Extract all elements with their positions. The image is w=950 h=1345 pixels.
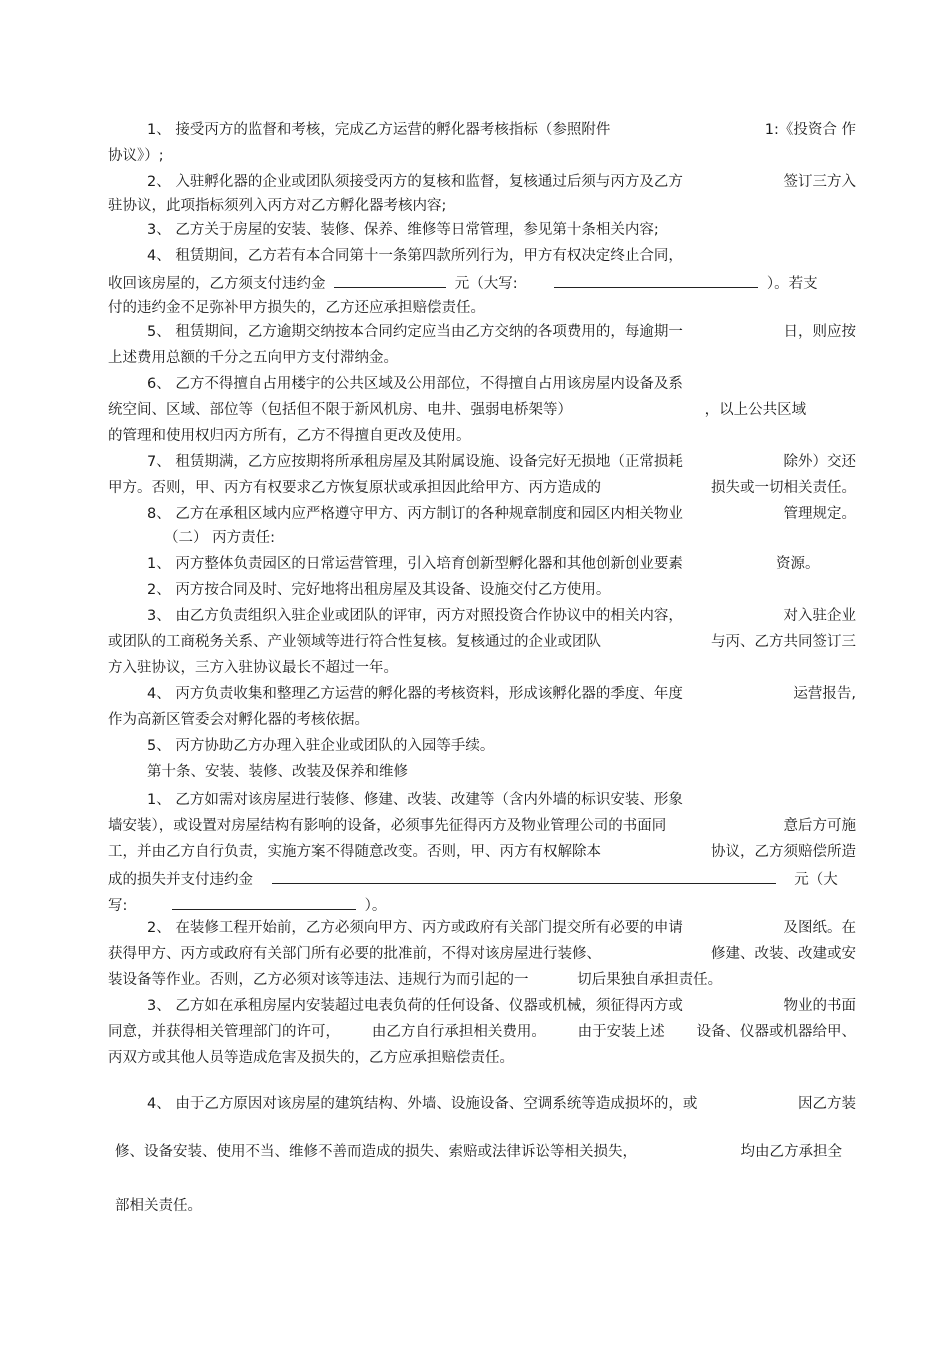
- section-heading: [147, 762, 856, 782]
- text-segment: 元（大: [794, 872, 838, 888]
- text-line: [147, 374, 856, 394]
- text-line: [147, 554, 820, 574]
- text-line: [147, 246, 856, 266]
- text-segment: 因乙方装: [798, 1096, 856, 1112]
- amount-in-words-blank: [554, 272, 758, 288]
- text-segment: 或团队的工商税务关系、产业领域等进行符合性复核。复核通过的企业或团队: [108, 634, 601, 650]
- text-line: [115, 1142, 842, 1162]
- text-line: [147, 736, 856, 756]
- text-line: [108, 348, 856, 368]
- penalty-amount-blank: [272, 868, 776, 884]
- text-line: [108, 816, 856, 836]
- text-segment: 5、 租赁期间，乙方逾期交纳按本合同约定应当由乙方交纳的各项费用的，每逾期一: [147, 324, 683, 340]
- text-line: [108, 632, 856, 652]
- text-segment: 工，并由乙方自行负责，实施方案不得随意改变。否则，甲、丙方有权解除本: [108, 844, 601, 860]
- text-line: [147, 790, 856, 810]
- text-line: [108, 146, 856, 166]
- text-segment: 驻协议，此项指标须列入丙方对乙方孵化器考核内容;: [108, 198, 447, 214]
- text-segment: 2、 在装修工程开始前，乙方必须向甲方、丙方或政府有关部门提交所有必要的申请: [147, 920, 683, 936]
- text-segment: 管理规定。: [783, 506, 856, 522]
- text-line: [147, 120, 856, 140]
- text-segment: 部相关责任。: [115, 1198, 202, 1214]
- text-segment: 获得甲方、丙方或政府有关部门所有必要的批准前，不得对该房屋进行装修、: [108, 946, 601, 962]
- text-segment: 同意，并获得相关管理部门的许可，: [108, 1024, 340, 1040]
- text-segment: 运营报告,: [793, 686, 856, 702]
- text-line: [108, 868, 856, 888]
- text-segment: 切后果独自承担责任。: [577, 972, 723, 988]
- text-line: [108, 970, 856, 990]
- text-line: [108, 658, 856, 678]
- text-line: [147, 1094, 856, 1114]
- text-line: [147, 996, 856, 1016]
- text-segment: 1、 接受丙方的监督和考核，完成乙方运营的孵化器考核指标（参照附件: [147, 122, 611, 138]
- amount-blank: [334, 272, 446, 288]
- text-segment: 及图纸。在: [783, 920, 856, 936]
- text-segment: 由乙方自行承担相关费用。: [371, 1024, 546, 1040]
- text-segment: 付的违约金不足弥补甲方损失的，乙方还应承担赔偿责任。: [108, 300, 485, 316]
- text-segment: 4、 丙方负责收集和整理乙方运营的孵化器的考核资料，形成该孵化器的季度、年度: [147, 686, 683, 702]
- text-segment: 6、 乙方不得擅自占用楼宇的公共区域及公用部位，不得擅自占用该房屋内设备及系: [147, 376, 683, 392]
- text-line: [108, 196, 856, 216]
- text-line: [147, 452, 856, 472]
- text-segment: 资源。: [776, 556, 820, 572]
- text-line: [108, 298, 856, 318]
- text-segment: 3、 乙方如在承租房屋内安装超过电表负荷的任何设备、仪器或机械，须征得丙方或: [147, 998, 683, 1014]
- text-segment: ，以上公共区域: [704, 402, 807, 418]
- text-segment: 协议》）;: [108, 148, 164, 164]
- text-segment: 1、 丙方整体负责园区的日常运营管理，引入培育创新型孵化器和其他创新创业要素: [147, 556, 683, 572]
- text-segment: 收回该房屋的，乙方须支付违约金: [108, 276, 326, 292]
- text-segment: 成的损失并支付违约金: [108, 872, 253, 888]
- text-line: [147, 606, 856, 626]
- text-line: [147, 504, 856, 524]
- text-segment: 协议，乙方须赔偿所造: [711, 844, 856, 860]
- text-line: [108, 894, 856, 914]
- text-segment: 设备、仪器或机器给甲、: [696, 1024, 856, 1040]
- text-line: [108, 400, 856, 420]
- text-line: [108, 1048, 856, 1068]
- text-segment: 甲方。否则，甲、丙方有权要求乙方恢复原状或承担因此给甲方、丙方造成的: [108, 480, 601, 496]
- text-segment: 3、 由乙方负责组织入驻企业或团队的评审，丙方对照投资合作协议中的相关内容，: [147, 608, 683, 624]
- text-segment: 装设备等作业。否则，乙方必须对该等违法、违规行为而引起的一: [108, 972, 529, 988]
- text-segment: ）。若支: [766, 276, 818, 292]
- text-segment: 1:《投资合 作: [764, 122, 856, 138]
- text-segment: 2、 丙方按合同及时、完好地将出租房屋及其设备、设施交付乙方使用。: [147, 582, 611, 598]
- text-line: [108, 944, 856, 964]
- text-segment: 的管理和使用权归丙方所有，乙方不得擅自更改及使用。: [108, 428, 471, 444]
- text-segment: 除外）交还: [783, 454, 856, 470]
- text-segment: 7、 租赁期满，乙方应按期将所承租房屋及其附属设施、设备完好无损地（正常损耗: [147, 454, 683, 470]
- text-line: [108, 478, 856, 498]
- text-segment: 损失或一切相关责任。: [711, 480, 856, 496]
- text-segment: 日，则应按: [783, 324, 856, 340]
- text-segment: 5、 丙方协助乙方办理入驻企业或团队的入园等手续。: [147, 738, 495, 754]
- text-line: [108, 1022, 856, 1042]
- text-line: [147, 322, 856, 342]
- text-segment: 由于安装上述: [577, 1024, 665, 1040]
- text-line: [108, 426, 856, 446]
- text-segment: 2、 入驻孵化器的企业或团队须接受丙方的复核和监督，复核通过后须与丙方及乙方: [147, 174, 683, 190]
- text-line: [108, 842, 856, 862]
- text-line: [115, 1196, 863, 1216]
- text-line: [108, 272, 856, 292]
- text-segment: 物业的书面: [783, 998, 856, 1014]
- text-line: [147, 172, 856, 192]
- text-line: [147, 580, 856, 600]
- text-segment: 丙双方或其他人员等造成危害及损失的，乙方应承担赔偿责任。: [108, 1050, 514, 1066]
- text-segment: 8、 乙方在承租区域内应严格遵守甲方、丙方制订的各种规章制度和园区内相关物业: [147, 506, 683, 522]
- text-line: [147, 684, 856, 704]
- text-segment: 统空间、区域、部位等（包括但不限于新风机房、电井、强弱电桥架等）: [108, 402, 572, 418]
- text-segment: 作为高新区管委会对孵化器的考核依据。: [108, 712, 369, 728]
- text-segment: （二） 丙方责任:: [164, 530, 275, 546]
- text-segment: 方入驻协议，三方入驻协议最长不超过一年。: [108, 660, 398, 676]
- text-segment: 元（大写:: [454, 276, 518, 292]
- text-line: [108, 710, 856, 730]
- text-segment: 意后方可施: [783, 818, 856, 834]
- section-heading: [164, 528, 912, 548]
- text-segment: 1、 乙方如需对该房屋进行装修、修建、改装、改建等（含内外墙的标识安装、形象: [147, 792, 683, 808]
- text-segment: 修建、改装、改建或安: [711, 946, 856, 962]
- text-segment: 签订三方入: [783, 174, 856, 190]
- text-segment: 写:: [108, 898, 128, 914]
- text-segment: 4、 由于乙方原因对该房屋的建筑结构、外墙、设施设备、空调系统等造成损坏的，或: [147, 1096, 698, 1112]
- text-segment: 与丙、乙方共同签订三: [711, 634, 856, 650]
- text-segment: 4、 租赁期间，乙方若有本合同第十一条第四款所列行为，甲方有权决定终止合同，: [147, 248, 683, 264]
- text-segment: 第十条、安装、装修、改装及保养和维修: [147, 764, 408, 780]
- text-segment: 均由乙方承担全: [740, 1144, 842, 1160]
- text-segment: 修、设备安装、使用不当、维修不善而造成的损失、索赔或法律诉讼等相关损失，: [115, 1144, 637, 1160]
- text-line: [147, 918, 856, 938]
- text-segment: ）。: [364, 898, 387, 914]
- text-segment: 上述费用总额的千分之五向甲方支付滞纳金。: [108, 350, 398, 366]
- text-segment: 对入驻企业: [783, 608, 856, 624]
- text-line: [147, 220, 856, 240]
- text-segment: 3、 乙方关于房屋的安装、装修、保养、维修等日常管理，参见第十条相关内容;: [147, 222, 659, 238]
- penalty-in-words-blank: [172, 894, 356, 910]
- text-segment: 墙安装），或设置对房屋结构有影响的设备，必须事先征得丙方及物业管理公司的书面同: [108, 818, 667, 834]
